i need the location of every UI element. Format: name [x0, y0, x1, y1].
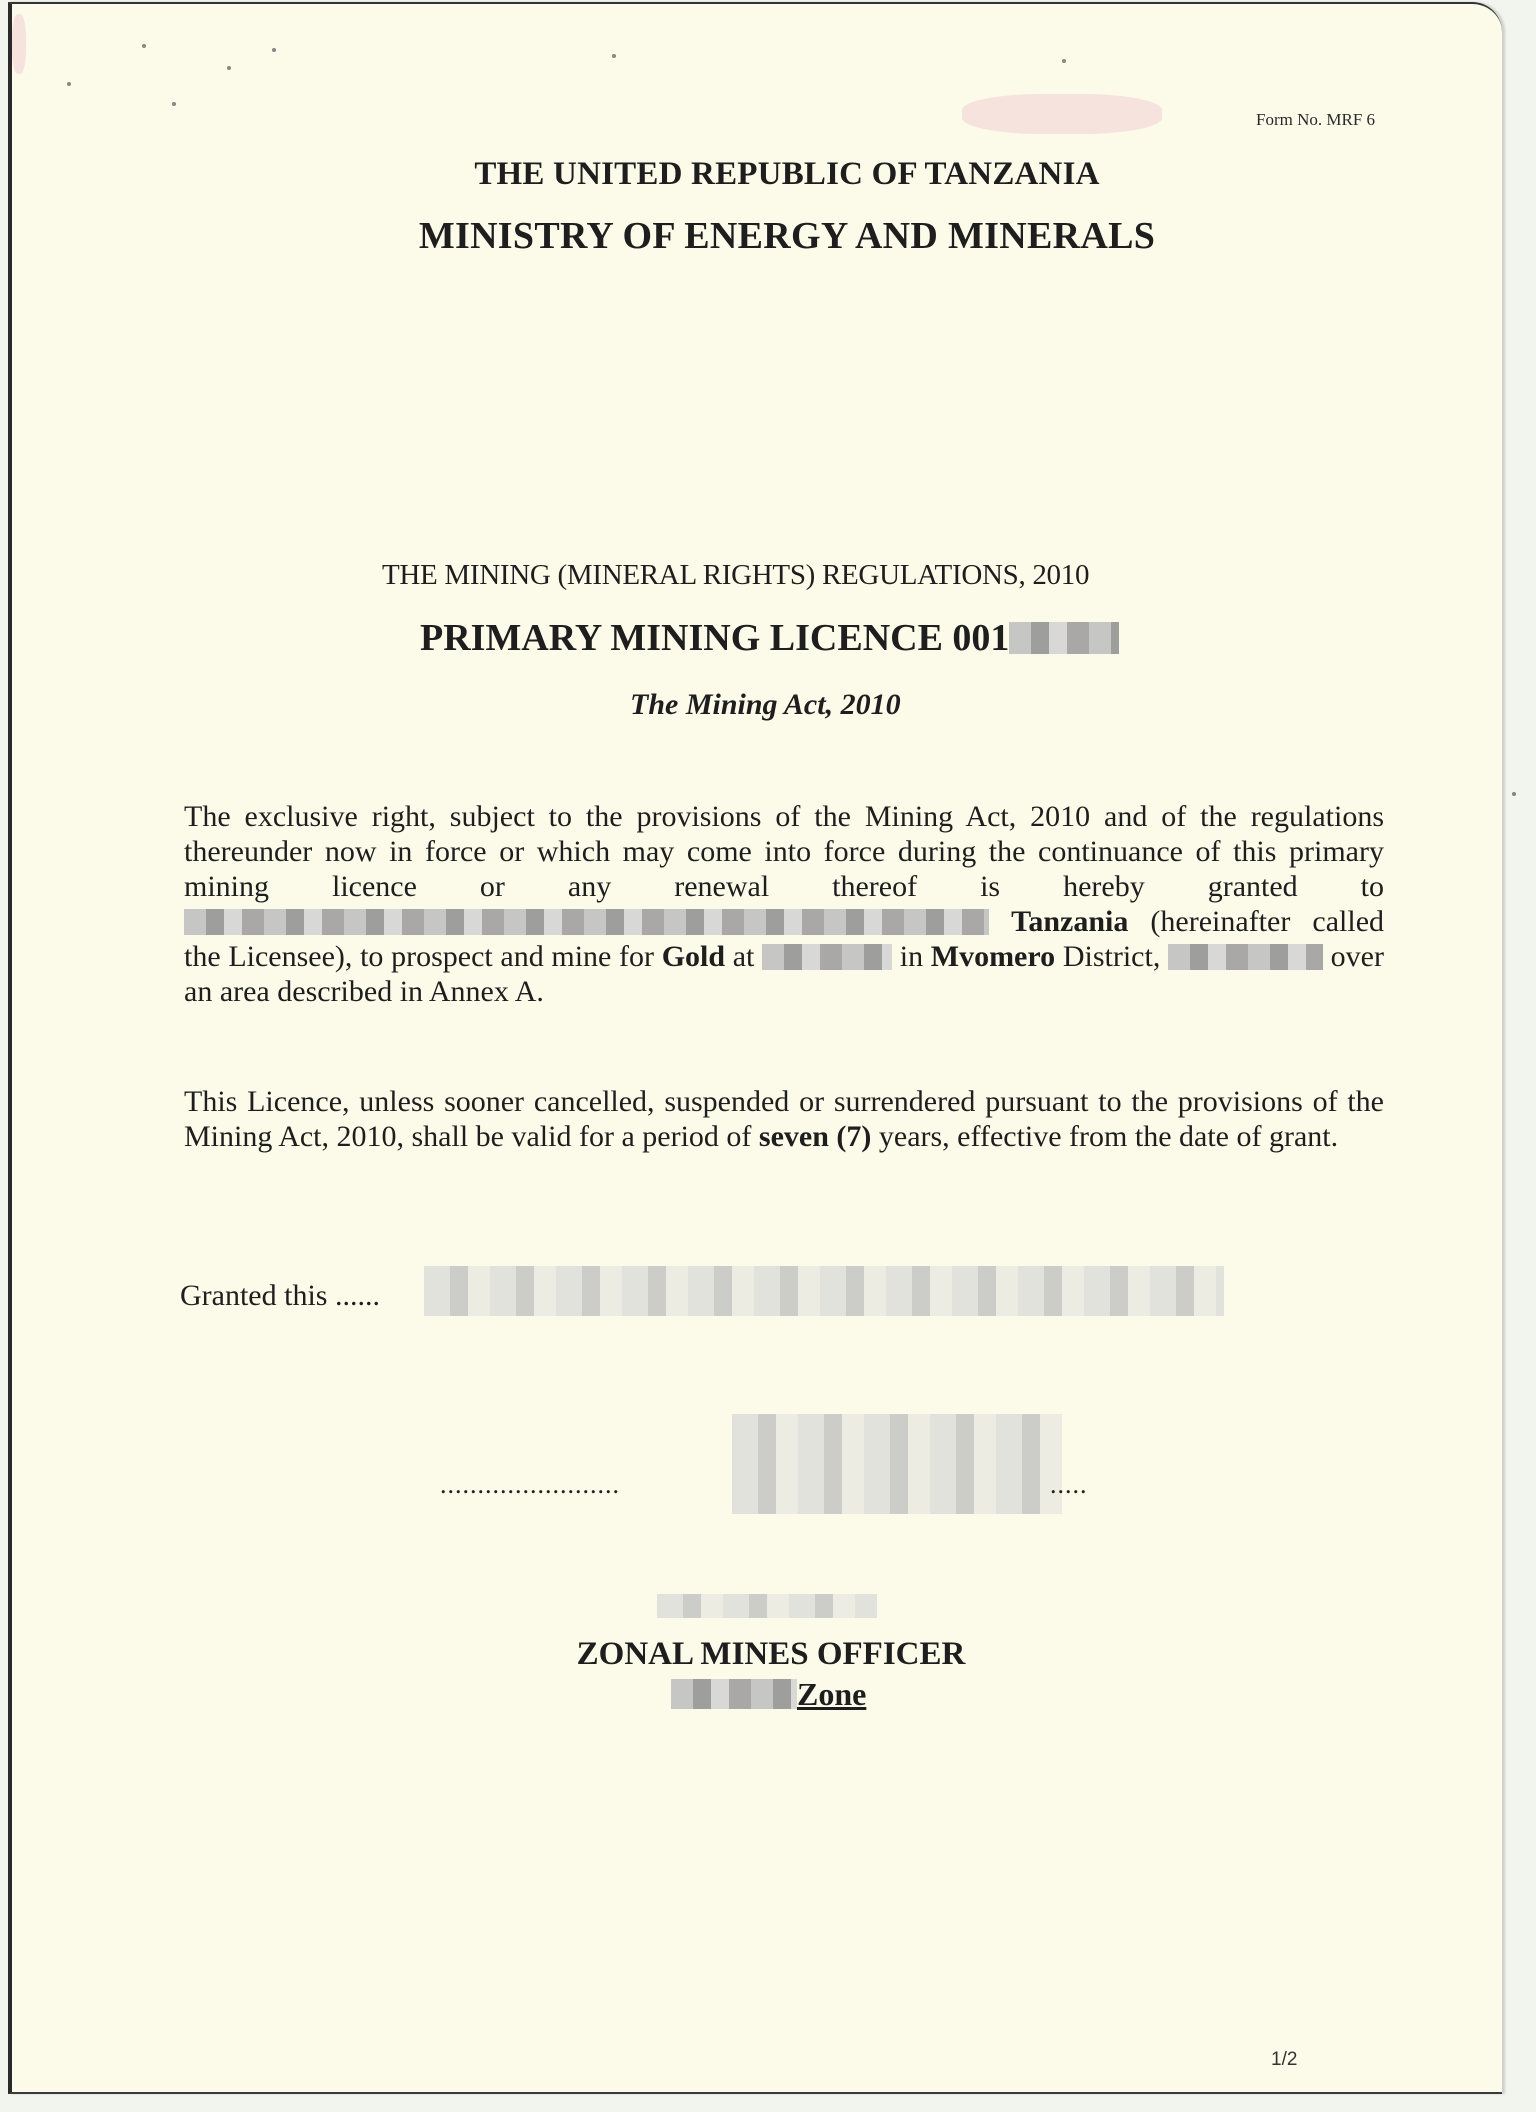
- document-page: [8, 2, 1502, 2094]
- redacted-zone-name: [671, 1679, 797, 1709]
- grant-text: in: [892, 940, 931, 973]
- form-number: Form No. MRF 6: [1256, 110, 1376, 129]
- validity-text: years, effective from the date of grant.: [871, 1120, 1339, 1153]
- validity-text: This Licence, unless sooner cancelled, suspended or surrendered pursuant to the provisions of the Mining Act, 2010, shall be valid for a period of: [184, 1085, 1384, 1153]
- grant-paragraph: [184, 799, 1384, 1009]
- scan-speck: [172, 102, 176, 106]
- signature-line-right: .....: [1050, 1470, 1088, 1499]
- zone-label: Zone: [797, 1676, 867, 1712]
- signature-line-left: ........................: [440, 1470, 620, 1499]
- scan-speck: [142, 44, 146, 48]
- act-title: The Mining Act, 2010: [630, 688, 901, 721]
- scan-speck: [1062, 59, 1066, 63]
- grant-text: at: [725, 940, 763, 973]
- redacted-licence-number: [1009, 622, 1119, 654]
- scan-speck: [612, 54, 616, 58]
- grant-text: (hereinafter called the Licensee), to prospect and mine for: [184, 905, 1385, 973]
- grant-text: over an area described in Annex A.: [184, 940, 1384, 1008]
- grant-text: The exclusive right, subject to the provisions of the Mining Act, 2010 and of the regulations thereunder now in force or which may come into force during the continuance of this primary mining licence or any renewal thereof is hereby granted to: [184, 800, 1384, 903]
- mineral-bold: Gold: [661, 940, 726, 973]
- redacted-location: [762, 944, 892, 970]
- redacted-officer-name: [657, 1594, 877, 1618]
- district-bold: Mvomero: [930, 940, 1056, 973]
- licence-title: [420, 616, 1119, 660]
- redacted-region: [1168, 944, 1323, 970]
- redacted-licensee-name: [184, 909, 989, 935]
- granted-label: Granted this ......: [180, 1279, 380, 1312]
- scan-speck: [67, 82, 71, 86]
- redacted-signature: [732, 1414, 1062, 1514]
- regulations-title: THE MINING (MINERAL RIGHTS) REGULATIONS, 2010: [382, 559, 1090, 591]
- officer-title: ZONAL MINES OFFICER: [576, 1636, 966, 1672]
- page-number: 1/2: [1271, 2049, 1298, 2070]
- validity-paragraph: [184, 1084, 1384, 1154]
- redacted-grant-date: [424, 1266, 1224, 1316]
- country-bold: Tanzania: [1011, 905, 1129, 938]
- ministry-heading: MINISTRY OF ENERGY AND MINERALS: [418, 215, 1156, 257]
- country-heading: THE UNITED REPUBLIC OF TANZANIA: [474, 156, 1100, 192]
- grant-text: District,: [1055, 940, 1168, 973]
- scan-speck: [272, 48, 276, 52]
- scan-speck: [227, 66, 231, 70]
- faded-stamp-mark: [962, 94, 1162, 134]
- zone-line: [671, 1676, 866, 1713]
- scan-speck: [1512, 792, 1516, 796]
- period-bold: seven (7): [758, 1120, 872, 1153]
- licence-title-text: PRIMARY MINING LICENCE 001: [420, 617, 1010, 659]
- pink-edge-mark: [12, 14, 26, 74]
